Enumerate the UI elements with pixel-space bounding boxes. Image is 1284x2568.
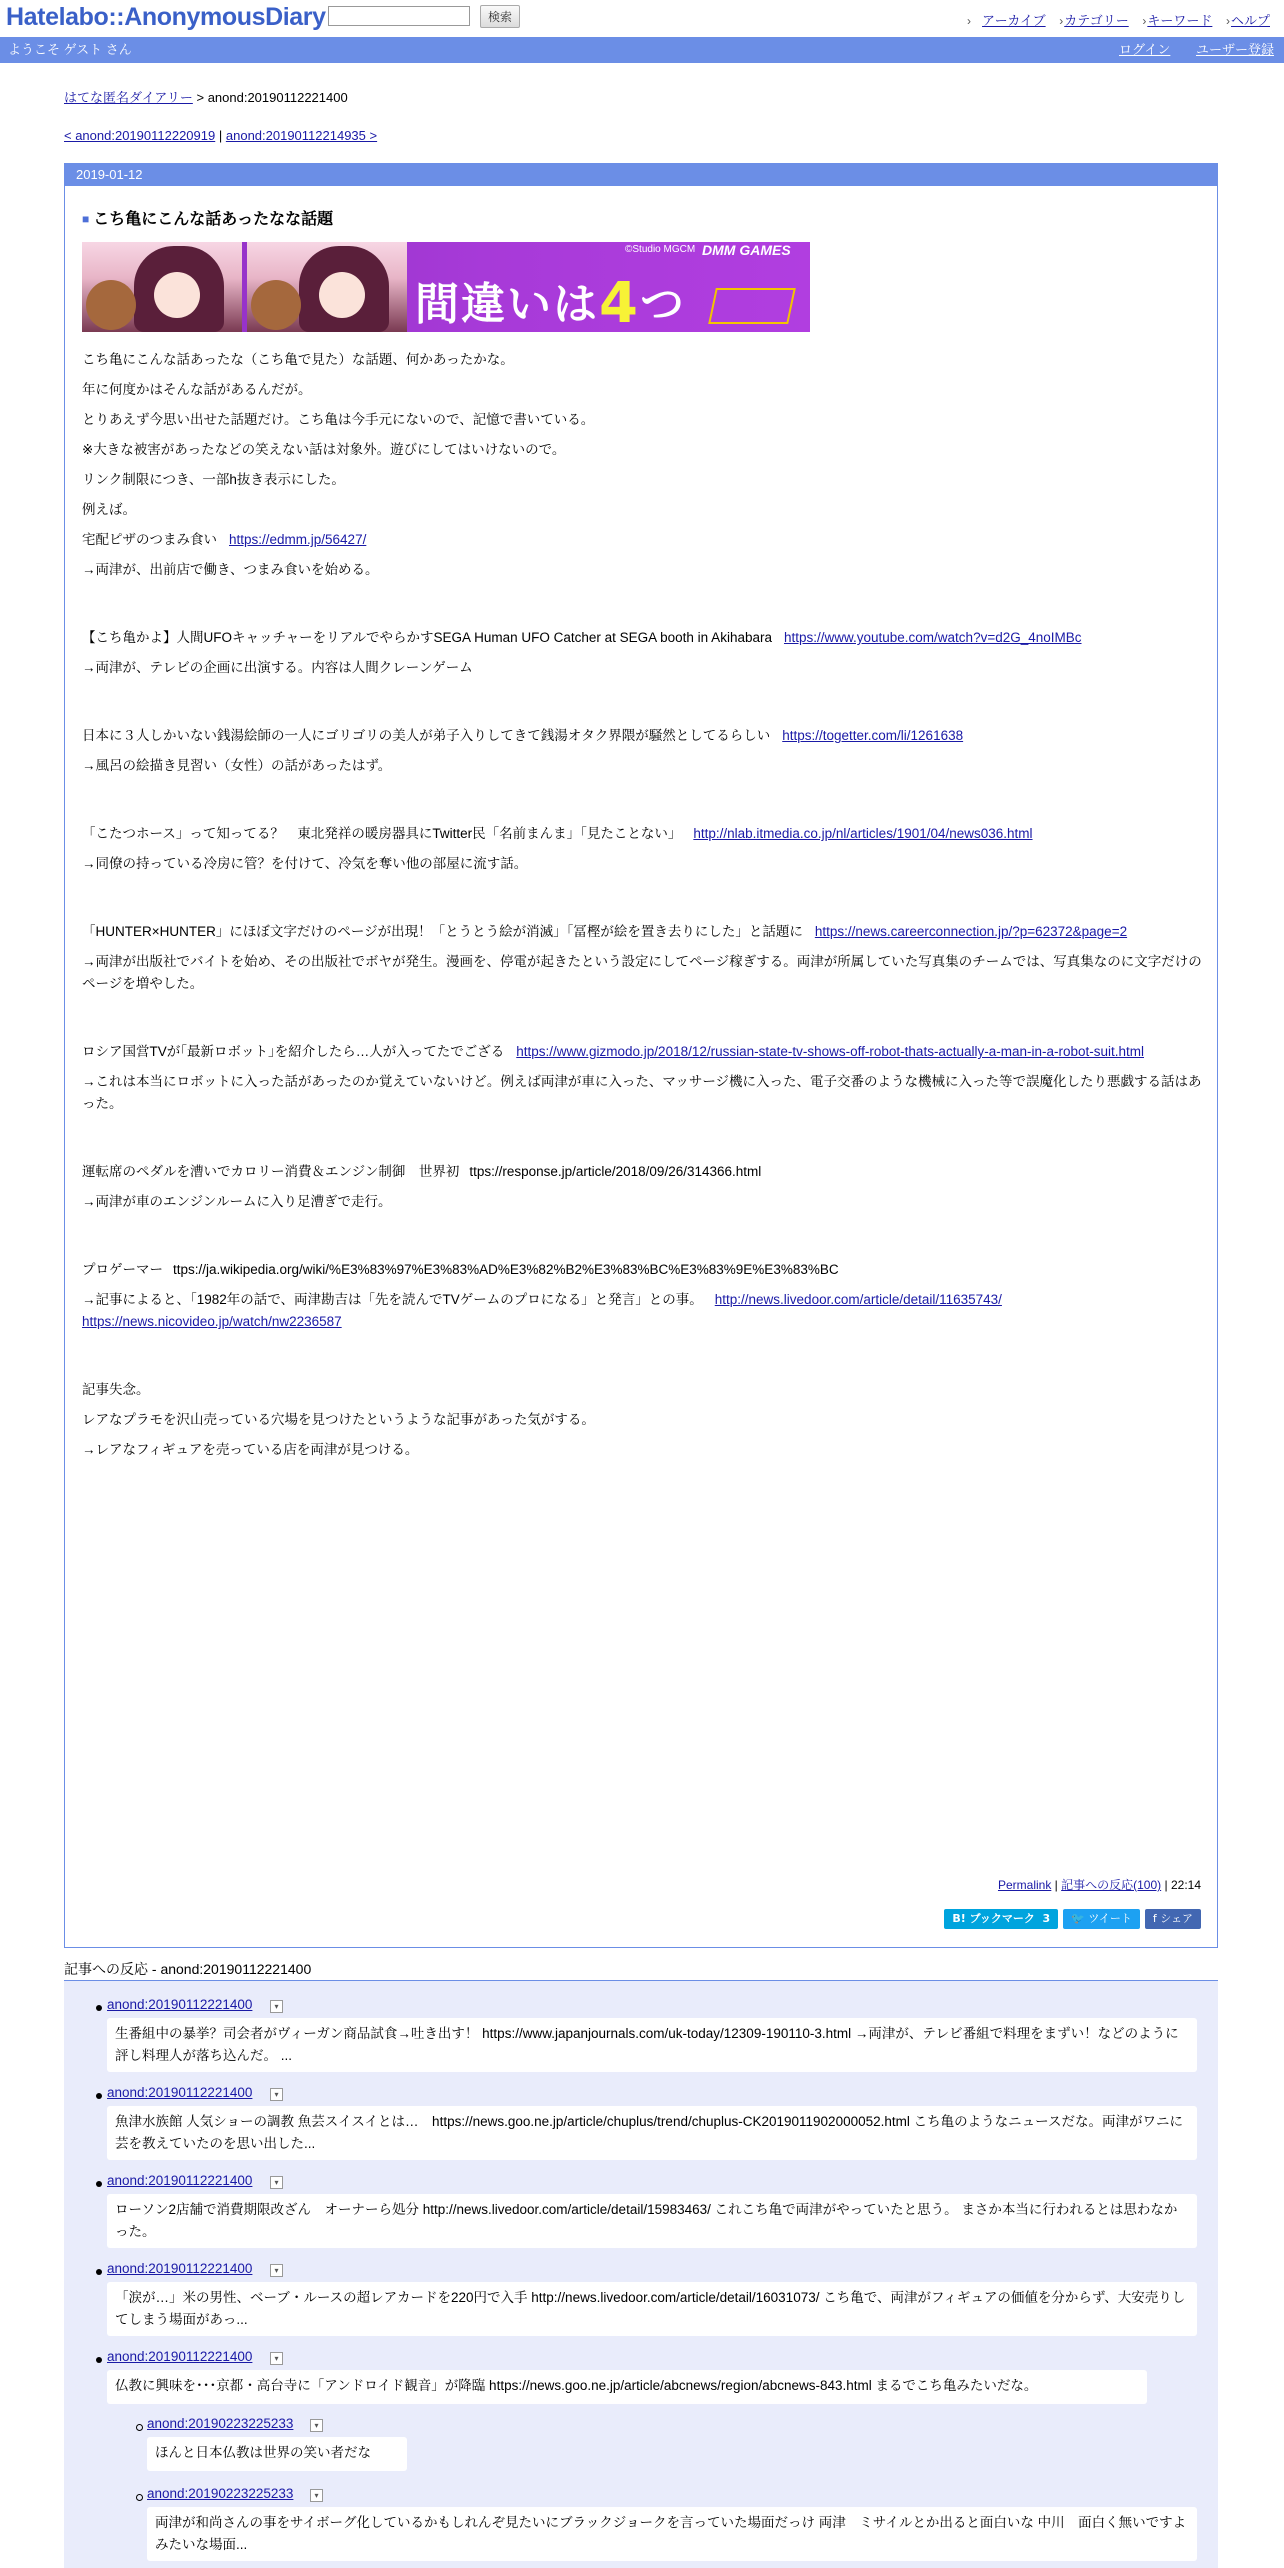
body-line: →記事によると、「1982年の話で、両津勘吉は「先を読んでTVゲームのプロになる」と発言」との事。 xyxy=(82,1292,703,1307)
entry-box xyxy=(64,163,1218,1948)
chevron-right-icon: › xyxy=(1225,14,1230,28)
body-line: →これは本当にロボットに入った話があったのか覚えていないけど。例えば両津が車に入った、マッサージ機に入った、電子交番のような機械に入った等で誤魔化したり悪戯する話はあった。 xyxy=(82,1074,1202,1111)
reaction-excerpt: 生番組中の暴挙？司会者がヴィーガン商品試食→吐き出す！ https://www.japanjournals.com/uk-today/12309-190110-3.html →両津が、テレビ番組で料理をまずい！などのように評し料理人が落ち込んだ。 ... xyxy=(107,2018,1197,2072)
body-line: →両津が、テレビの企画に出演する。内容は人間クレーンゲーム xyxy=(82,660,473,675)
reaction-id-link[interactable]: anond:20190112221400 xyxy=(107,2261,253,2276)
body-line: ※大きな被害があったなどの笑えない話は対象外。遊びにしてはいけないので。 xyxy=(82,442,566,457)
reaction-id-link[interactable]: anond:20190223225233 xyxy=(147,2416,294,2431)
reaction-excerpt: 「涙が…」米の男性、ベーブ・ルースの超レアカードを220円で入手 http://news.livedoor.com/article/detail/16031073/ こち亀で、両津がフィギュアの価値を分からず、大安売りしてしまう場面があっ... xyxy=(107,2282,1197,2336)
breadcrumb-separator: > xyxy=(196,90,205,105)
welcome-bar xyxy=(0,37,1284,63)
body-line: →風呂の絵描き見習い（女性）の話があったはず。 xyxy=(82,758,392,773)
search-button[interactable]: 検索 xyxy=(480,5,520,28)
body-line: 「HUNTER×HUNTER」にほぼ文字だけのページが出現！「とうとう絵が消滅」「冨樫が絵を置き去りにした」と話題に xyxy=(82,924,803,939)
body-line: レアなプラモを沢山売っている穴場を見つけたというような記事があった気がする。 xyxy=(82,1412,595,1427)
body-plain-url: ttps://response.jp/article/2018/09/26/314366.html xyxy=(469,1164,762,1179)
body-link[interactable]: https://togetter.com/li/1261638 xyxy=(782,728,964,743)
reaction-id-link[interactable]: anond:20190112221400 xyxy=(107,2349,253,2364)
bookmark-count: 3 xyxy=(1042,1912,1051,1925)
top-header xyxy=(0,0,1284,37)
search-input[interactable] xyxy=(328,6,470,26)
body-line: 年に何度かはそんな話があるんだが。 xyxy=(82,382,312,397)
hatena-bookmark-button[interactable]: B! ブックマーク 3 xyxy=(944,1909,1058,1929)
body-line: 日本に３人しかいない銭湯絵師の一人にゴリゴリの美人が弟子入りしてきて銭湯オタク界隈が騒然としてるらしい xyxy=(82,728,771,743)
body-line: 【こち亀かよ】人間UFOキャッチャーをリアルでやらかすSEGA Human UFO Catcher at SEGA booth in Akihabara xyxy=(82,630,772,645)
body-line: とりあえず今思い出せた話題だけ。こち亀は今手元にないので、記憶で書いている。 xyxy=(82,412,595,427)
banner-brand: DMM GAMES xyxy=(702,242,791,258)
chevron-right-icon: › xyxy=(1059,14,1064,28)
body-link[interactable]: https://news.careerconnection.jp/?p=62372&page=2 xyxy=(814,924,1128,939)
banner-character-art xyxy=(247,242,407,332)
chevron-down-icon[interactable]: ▾ xyxy=(310,2489,323,2502)
body-line: →両津が出版社でバイトを始め、その出版社でボヤが発生。漫画を、停電が起きたという設定にしてページ稼ぎする。両津が所属していた写真集のチームでは、写真集なのに文字だけのページを増やした。 xyxy=(82,954,1202,991)
chevron-down-icon[interactable]: ▾ xyxy=(270,2176,283,2189)
ad-banner[interactable] xyxy=(82,242,810,332)
next-entry-link[interactable]: anond:20190112214935 > xyxy=(225,128,378,143)
nav-archive[interactable]: アーカイブ xyxy=(982,13,1046,28)
body-line: →レアなフィギュアを売っている店を両津が見つける。 xyxy=(82,1442,419,1457)
share-buttons xyxy=(944,1909,1201,1929)
banner-copyright: ©Studio MGCM xyxy=(625,244,696,255)
body-line: リンク制限につき、一部h抜き表示にした。 xyxy=(82,472,345,487)
banner-character-art xyxy=(82,242,242,332)
body-line: こち亀にこんな話あったな（こち亀で見た）な話題、何かあったかな。 xyxy=(82,352,514,367)
reaction-id-link[interactable]: anond:20190112221400 xyxy=(107,1997,253,2012)
chevron-down-icon[interactable]: ▾ xyxy=(270,2088,283,2101)
facebook-icon: f xyxy=(1152,1912,1161,1925)
body-plain-url: ttps://ja.wikipedia.org/wiki/%E3%83%97%E3%83%AD%E3%82%B2%E3%83%BC%E3%83%9E%E3%83%BC xyxy=(173,1262,839,1277)
entry-footer xyxy=(998,1876,1201,1893)
body-link[interactable]: https://edmm.jp/56427/ xyxy=(229,532,367,547)
body-link[interactable]: https://news.nicovideo.jp/watch/nw2236587 xyxy=(82,1314,342,1329)
reaction-id-link[interactable]: anond:20190112221400 xyxy=(107,2085,253,2100)
banner-headline: 間違いは4つ xyxy=(415,271,686,332)
nav-category[interactable]: カテゴリー xyxy=(1064,13,1129,28)
nav-keyword[interactable]: キーワード xyxy=(1147,13,1213,28)
body-line: →両津が、出前店で働き、つまみ食いを始める。 xyxy=(82,562,379,577)
body-link[interactable]: http://news.livedoor.com/article/detail/11635743/ xyxy=(714,1292,1002,1307)
body-line: →同僚の持っている冷房に管？を付けて、冷気を奪い他の部屋に流す話。 xyxy=(82,856,528,871)
entry-body xyxy=(82,349,1206,1469)
body-line: 宅配ピザのつまみ食い xyxy=(82,532,217,547)
breadcrumb-root[interactable]: はてな匿名ダイアリー xyxy=(64,90,193,105)
reaction-id-link[interactable]: anond:20190112221400 xyxy=(107,2173,253,2188)
reaction-excerpt: 仏教に興味を･･･京都・高台寺に「アンドロイド観音」が降臨 https://news.goo.ne.jp/article/abcnews/region/abcnews-843.html まるでこち亀みたいだな。 xyxy=(107,2370,1147,2404)
chevron-right-icon: › xyxy=(967,14,972,28)
body-line: プロゲーマー xyxy=(82,1262,163,1277)
reaction-excerpt: ローソン2店舗で消費期限改ざん オーナーら処分 http://news.livedoor.com/article/detail/15983463/ これこち亀で両津がやっていたと思う。 まさか本当に行われるとは思わなかった。 xyxy=(107,2194,1197,2248)
facebook-share-button[interactable]: f シェア xyxy=(1145,1909,1201,1929)
reaction-excerpt: ほんと日本仏教は世界の笑い者だな xyxy=(147,2437,407,2471)
nav-help[interactable]: ヘルプ xyxy=(1230,13,1270,28)
footer-divider: | xyxy=(1054,1878,1058,1892)
chevron-down-icon[interactable]: ▾ xyxy=(270,2000,283,2013)
tweet-button[interactable]: 🐦 ツイート xyxy=(1063,1909,1140,1929)
reaction-excerpt: 両津が和尚さんの事をサイボーグ化しているかもしれんぞ見たいにブラックジョークを言っていた場面だっけ 両津 ミサイルとか出ると面白いな 中川 面白く無いですよ みたいな場面... xyxy=(147,2507,1197,2561)
login-link[interactable]: ログイン xyxy=(1119,42,1171,57)
square-bullet-icon[interactable]: ■ xyxy=(82,212,90,226)
twitter-icon: 🐦 xyxy=(1071,1912,1089,1925)
reactions-heading: 記事への反応 - anond:20190112221400 xyxy=(64,1961,312,1977)
footer-divider: | xyxy=(1164,1878,1168,1892)
reaction-id-link[interactable]: anond:20190223225233 xyxy=(147,2486,294,2501)
welcome-text: ようこそ ゲスト さん xyxy=(8,42,132,57)
breadcrumb xyxy=(64,87,348,106)
entry-time: 22:14 xyxy=(1170,1878,1201,1892)
reactions-count-link[interactable]: 記事への反応(100) xyxy=(1061,1878,1162,1892)
body-link[interactable]: https://www.gizmodo.jp/2018/12/russian-state-tv-shows-off-robot-thats-actually-a-man-in-a-robot-suit.html xyxy=(516,1044,1144,1059)
breadcrumb-current: anond:20190112221400 xyxy=(207,90,348,105)
top-nav xyxy=(967,10,1270,29)
banner-game-logo xyxy=(708,288,796,324)
chevron-down-icon[interactable]: ▾ xyxy=(310,2419,323,2432)
site-logo[interactable]: Hatelabo::AnonymousDiary xyxy=(6,3,326,31)
chevron-right-icon: › xyxy=(1142,14,1147,28)
pager xyxy=(64,128,377,143)
body-line: 例えば。 xyxy=(82,502,136,517)
permalink-link[interactable]: Permalink xyxy=(997,1878,1052,1892)
body-line: 運転席のペダルを漕いでカロリー消費＆エンジン制御 世界初 xyxy=(82,1164,460,1179)
reactions-list xyxy=(64,1980,1218,2568)
body-line: →両津が車のエンジンルームに入り足漕ぎで走行。 xyxy=(82,1194,392,1209)
pager-divider: | xyxy=(218,128,223,143)
body-line: 記事失念。 xyxy=(82,1382,150,1397)
body-link[interactable]: https://www.youtube.com/watch?v=d2G_4noIMBc xyxy=(783,630,1082,645)
chevron-down-icon[interactable]: ▾ xyxy=(270,2352,283,2365)
entry-date: 2019-01-12 xyxy=(65,164,1217,186)
body-link[interactable]: http://nlab.itmedia.co.jp/nl/articles/1901/04/news036.html xyxy=(693,826,1033,841)
body-line: 「こたつホース」って知ってる？ 東北発祥の暖房器具にTwitter民「名前まんま」「見たことない」 xyxy=(82,826,682,841)
entry-title-text: こち亀にこんな話あったなな話題 xyxy=(93,211,334,228)
body-line: ロシア国営TVが｢最新ロボット｣を紹介したら…人が入ってたでござる xyxy=(82,1044,505,1059)
chevron-down-icon[interactable]: ▾ xyxy=(270,2264,283,2277)
prev-entry-link[interactable]: < anond:20190112220919 xyxy=(64,128,216,143)
reaction-excerpt: 魚津水族館 人気ショーの調教 魚芸スイスイとは… https://news.goo.ne.jp/article/chuplus/trend/chuplus-CK2019011902000052.html こち亀のようなニュースだな。両津がワニに芸を教えていたのを思い出した... xyxy=(107,2106,1197,2160)
register-link[interactable]: ユーザー登録 xyxy=(1195,42,1274,57)
entry-title xyxy=(82,206,333,229)
